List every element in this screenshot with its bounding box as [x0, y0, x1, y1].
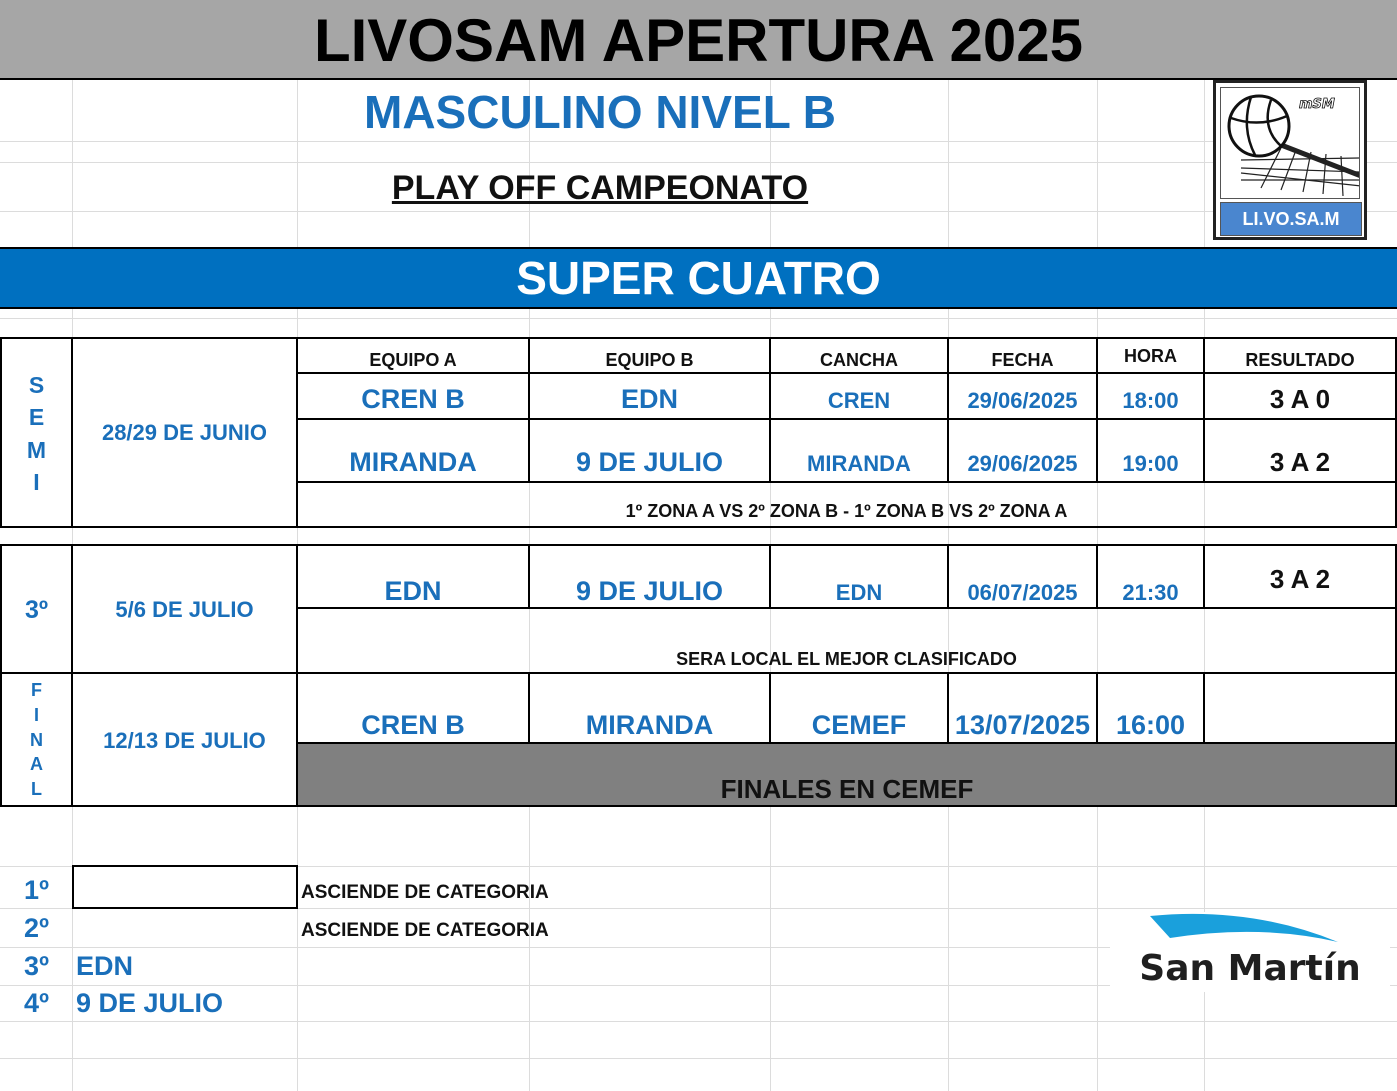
third-team-a: EDN — [384, 575, 442, 606]
final-label-f: F — [31, 680, 42, 700]
final-label — [2, 680, 71, 800]
logo-caption: LI.VO.SA.M — [1220, 202, 1362, 236]
semi-1-result: 3 A 0 — [1269, 383, 1331, 414]
final-court: CEMEF — [811, 709, 907, 740]
semi-2-team-b: 9 DE JULIO — [575, 446, 724, 477]
semi-2-team-a: MIRANDA — [349, 446, 477, 477]
semi-label-e: E — [28, 404, 45, 431]
semi-label — [2, 372, 71, 496]
final-team-a: CREN B — [361, 709, 465, 740]
standing-1-pos: 1º — [24, 874, 49, 905]
final-label-l: L — [31, 779, 42, 799]
svg-text:mSM: mSM — [1299, 97, 1335, 112]
header-time: HORA — [1124, 345, 1177, 366]
semi-1-time: 18:00 — [1122, 388, 1179, 413]
header-date: FECHA — [991, 349, 1054, 370]
third-court: EDN — [835, 580, 883, 605]
header-court: CANCHA — [820, 349, 898, 370]
semi-2-date: 29/06/2025 — [967, 451, 1078, 476]
final-time: 16:00 — [1115, 709, 1186, 740]
standing-3-pos: 3º — [24, 950, 49, 981]
header-team-a: EQUIPO A — [369, 349, 457, 370]
header-result: RESULTADO — [1245, 349, 1355, 370]
standing-4-pos: 4º — [24, 987, 49, 1018]
semi-1-court: CREN — [827, 388, 891, 413]
semi-2-result: 3 A 2 — [1269, 446, 1331, 477]
third-time: 21:30 — [1122, 580, 1179, 605]
standing-2-note: ASCIENDE DE CATEGORIA — [301, 920, 549, 941]
standing-4-team: 9 DE JULIO — [76, 987, 224, 1018]
standing-1-note: ASCIENDE DE CATEGORIA — [301, 882, 549, 903]
third-dates: 5/6 DE JULIO — [115, 597, 254, 622]
final-dates: 12/13 DE JULIO — [103, 728, 266, 753]
sponsor-name: San Martín — [1139, 947, 1361, 989]
page-title: LIVOSAM APERTURA 2025 — [313, 6, 1084, 74]
semi-label-s: S — [28, 372, 45, 398]
semi-dates: 28/29 DE JUNIO — [101, 420, 268, 445]
section-title: SUPER CUATRO — [516, 252, 881, 304]
semi-1-date: 29/06/2025 — [967, 388, 1078, 413]
final-label-i: I — [33, 704, 39, 725]
final-result — [1205, 708, 1395, 742]
semi-1-team-a: CREN B — [361, 383, 465, 414]
stage-title: PLAY OFF CAMPEONATO — [391, 168, 809, 207]
final-team-b: MIRANDA — [585, 709, 714, 740]
volleyball-icon — [1221, 88, 1360, 199]
semi-label-i: I — [33, 468, 40, 495]
semi-2-time: 19:00 — [1122, 451, 1179, 476]
third-label: 3º — [24, 595, 49, 624]
final-note: FINALES EN CEMEF — [720, 773, 974, 804]
standing-2-pos: 2º — [24, 912, 49, 943]
semi-note: 1º ZONA A VS 2º ZONA B - 1º ZONA B VS 2º ZONA A — [625, 500, 1068, 521]
final-label-a: A — [30, 754, 43, 775]
semi-1-team-b: EDN — [620, 383, 678, 414]
standing-3-team: EDN — [76, 950, 134, 981]
category-subtitle: MASCULINO NIVEL B — [364, 86, 836, 138]
livosam-logo — [1213, 80, 1367, 240]
semi-label-m: M — [26, 436, 47, 463]
third-date: 06/07/2025 — [967, 580, 1078, 605]
final-label-n: N — [30, 729, 43, 750]
sponsor-logo — [1110, 912, 1390, 992]
third-note: SERA LOCAL EL MEJOR CLASIFICADO — [676, 648, 1017, 669]
final-date: 13/07/2025 — [954, 709, 1091, 740]
header-team-b: EQUIPO B — [605, 349, 694, 370]
third-team-b: 9 DE JULIO — [575, 575, 724, 606]
semi-2-court: MIRANDA — [807, 451, 911, 476]
champion-box — [72, 865, 298, 909]
third-result: 3 A 2 — [1269, 563, 1331, 594]
